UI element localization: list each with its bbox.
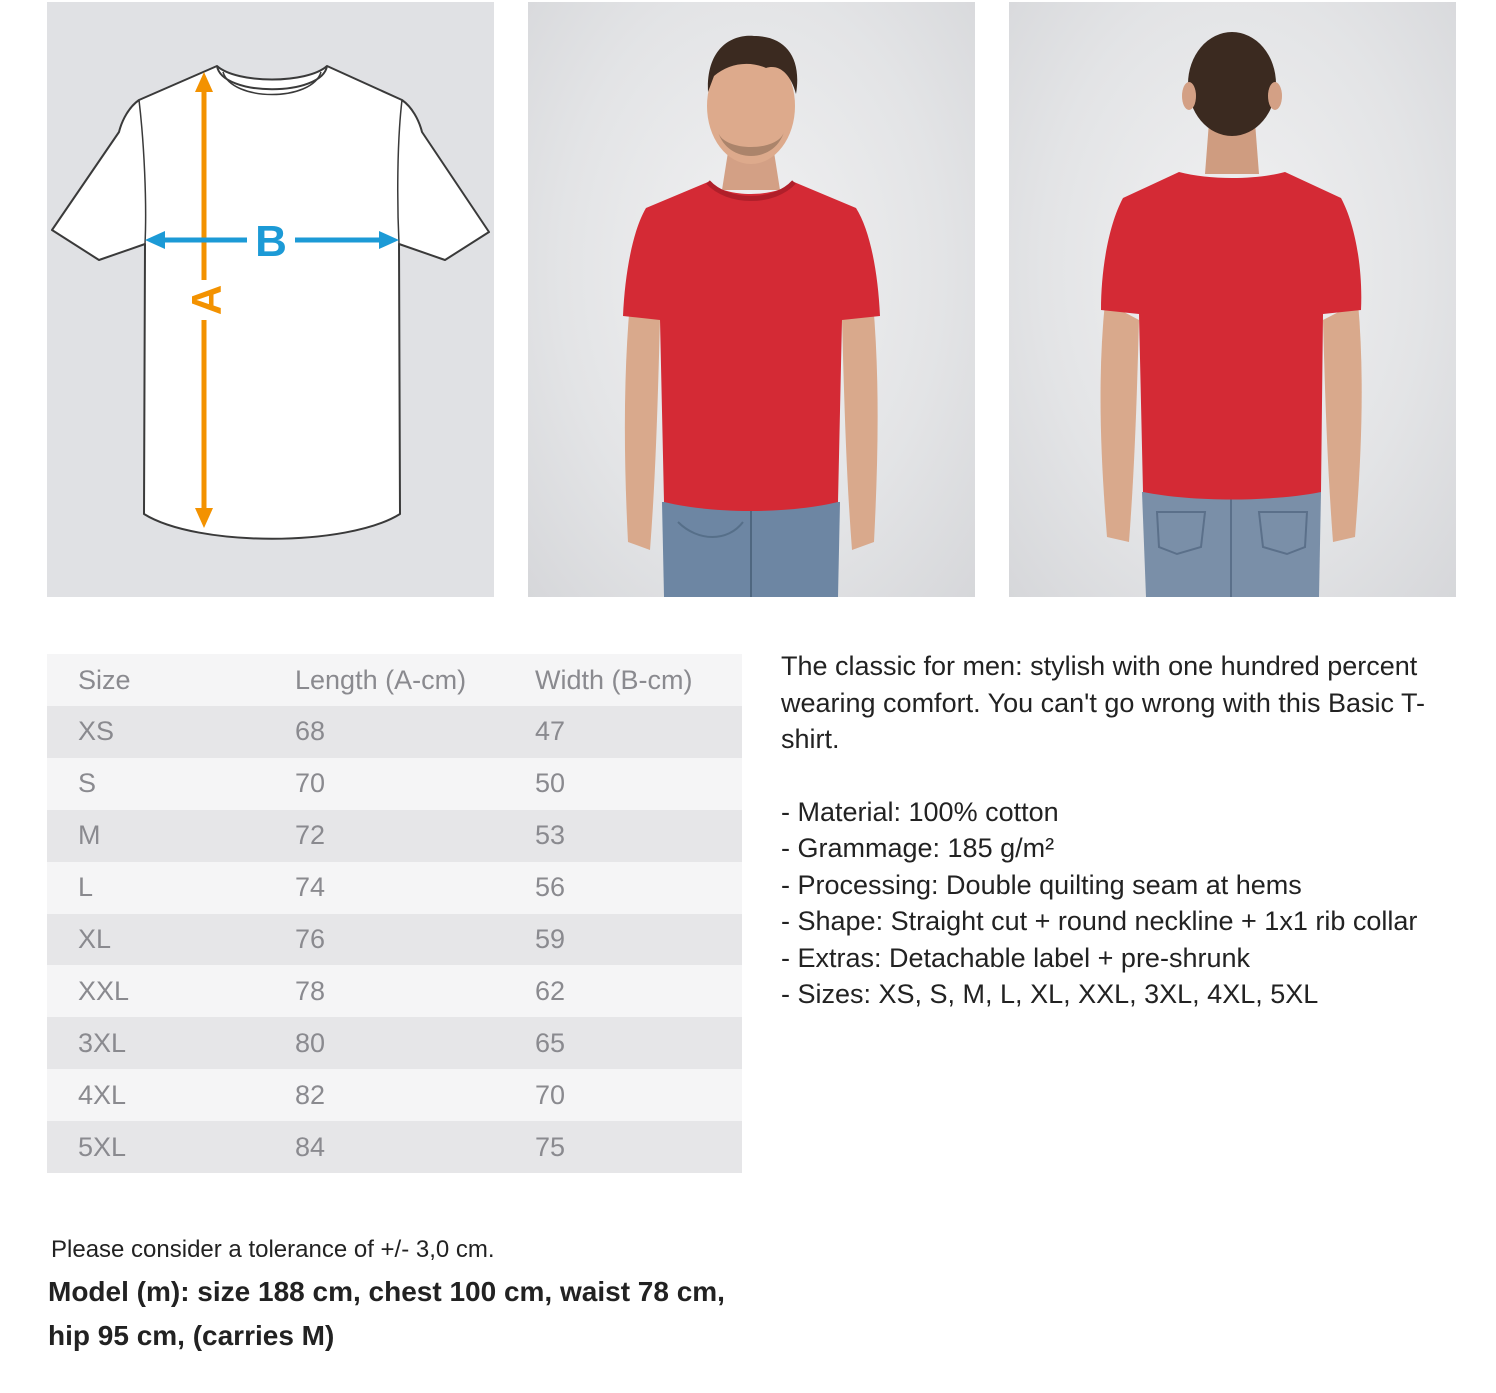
size-cell: 5XL: [47, 1121, 263, 1173]
size-cell: 4XL: [47, 1069, 263, 1121]
model-back-photo: [1009, 2, 1456, 597]
size-cell: S: [47, 758, 263, 810]
length-cell: 76: [263, 914, 535, 966]
table-row: [47, 1069, 742, 1121]
header-size: Size: [47, 654, 263, 706]
length-cell: 78: [263, 965, 535, 1017]
spec-extras: - Extras: Detachable label + pre-shrunk: [781, 942, 1250, 973]
header-length: Length (A-cm): [263, 654, 535, 706]
spec-shape: - Shape: Straight cut + round neckline + 1x1 rib collar: [781, 906, 1418, 936]
size-cell: L: [47, 862, 263, 914]
size-table: [47, 654, 742, 1173]
spec-grammage: - Grammage: 185 g/m²: [781, 833, 1055, 863]
length-cell: 80: [263, 1017, 535, 1069]
length-label-a: A: [183, 284, 230, 316]
tshirt-outline-diagram: [47, 2, 494, 597]
length-cell: 82: [263, 1069, 535, 1121]
spec-sizes: - Sizes: XS, S, M, L, XL, XXL, 3XL, 4XL, 5XL: [781, 979, 1319, 1009]
header-width: Width (B-cm): [535, 654, 742, 706]
size-cell: 3XL: [47, 1017, 263, 1069]
table-row: [47, 914, 742, 966]
table-row: [47, 1017, 742, 1069]
table-row: [47, 965, 742, 1017]
length-cell: 84: [263, 1121, 535, 1173]
width-cell: 50: [535, 758, 742, 810]
table-row: [47, 706, 742, 758]
table-row: [47, 810, 742, 862]
table-row: [47, 862, 742, 914]
size-cell: XS: [47, 706, 263, 758]
spec-material: - Material: 100% cotton: [781, 796, 1059, 827]
spec-list: [781, 794, 1471, 1013]
product-description: [781, 648, 1471, 1013]
width-cell: 62: [535, 965, 742, 1017]
spec-processing: - Processing: Double quilting seam at hems: [781, 869, 1302, 900]
size-cell: XXL: [47, 965, 263, 1017]
length-cell: 68: [263, 706, 535, 758]
length-cell: 74: [263, 862, 535, 914]
description-intro: The classic for men: stylish with one hundred percent wearing comfort. You can't go wrong with this Basic T-shirt.: [781, 651, 1425, 754]
width-cell: 65: [535, 1017, 742, 1069]
size-cell: XL: [47, 914, 263, 966]
width-cell: 53: [535, 810, 742, 862]
width-label-b: B: [255, 217, 287, 266]
width-cell: 47: [535, 706, 742, 758]
length-cell: 72: [263, 810, 535, 862]
width-cell: 70: [535, 1069, 742, 1121]
size-cell: M: [47, 810, 263, 862]
tolerance-note: Please consider a tolerance of +/- 3,0 cm.: [51, 1236, 495, 1263]
width-cell: 56: [535, 862, 742, 914]
table-header-row: [47, 654, 742, 706]
model-info: Model (m): size 188 cm, chest 100 cm, waist 78 cm, hip 95 cm, (carries M): [48, 1276, 725, 1351]
width-cell: 75: [535, 1121, 742, 1173]
table-row: [47, 758, 742, 810]
model-front-photo: [528, 2, 975, 597]
width-cell: 59: [535, 914, 742, 966]
size-diagram: [47, 2, 494, 597]
length-cell: 70: [263, 758, 535, 810]
table-row: [47, 1121, 742, 1173]
